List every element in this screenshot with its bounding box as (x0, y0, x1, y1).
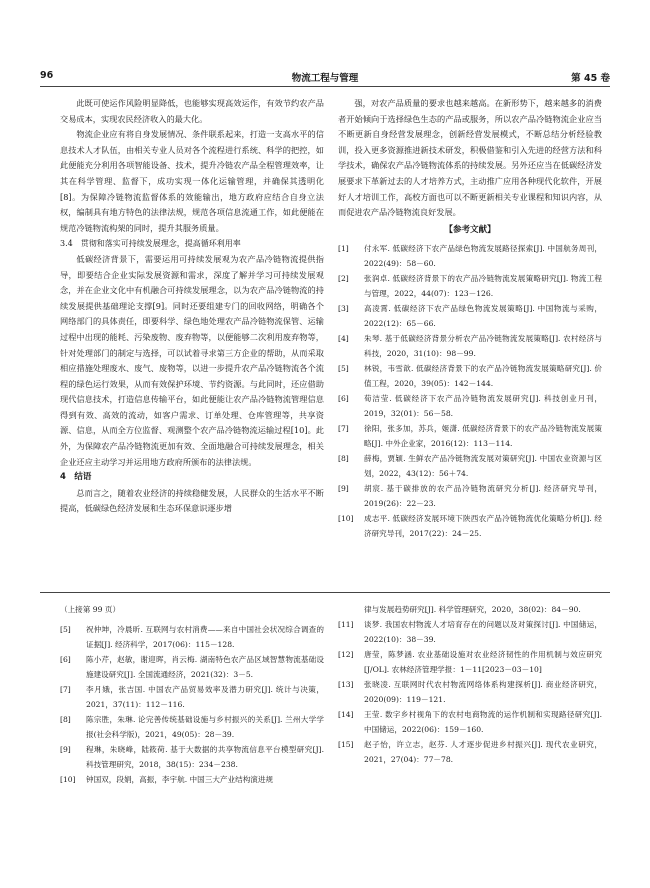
right-para-1: 强，对农产品质量的要求也越来越高。在新形势下，越来越多的消费者开始倾向于选择绿色生态的产品或服务，所以农产品冷链物流企业应当不断更新自身经营发展理念，创新经营发展模式，不断总结分析经验教训，投入更多资源推进新技术研发，积极借鉴和引入先进的经营方法和科学技术，确保农产品冷链物流体系的持续发展。另外还应当在低碳经济发展要求下革新过去的人才培养方式，主动推广应用各种现代化软件，开展好人才培训工作，高校方面也可以不断更新相关专业课程和知识内容，从而促进农产品冷链物流良好发展。 (338, 98, 602, 218)
reference-item: [4] 朱琴. 基于低碳经济背景分析农产品冷链物流发展策略[J]. 农村经济与科技，2020，31(10)：98－99. (338, 334, 602, 359)
left-para-4: 总而言之，随着农业经济的持续稳健发展，人民群众的生活水平不断提高，低碳绿色经济发展和生态环保意识逐步增 (60, 487, 324, 514)
reference-item: [9] 程琳，朱晓峰，陆筱荷. 基于大数据的共享物流信息平台模型研究[J]. 科技管理研究，2018，38(15)：234－238. (60, 745, 324, 769)
reference-item: 律与发展趋势研究[J]. 科学管理研究，2020，38(02)：84－90. (364, 605, 581, 614)
left-para-1: 此既可使运作风险明显降低，也能够实现高效运作，有效节约农产品交易成本，实现农民经济收入的最大化。 (60, 98, 324, 124)
header-rule (40, 86, 610, 87)
reference-item: [10] 成志平. 低碳经济发展环境下陕西农产品冷链物流优化策略分析[J]. 经济研究导刊，2017(22)：24－25. (338, 514, 602, 539)
section-heading-3-4: 3.4 贯彻和落实可持续发展理念，提高循环利用率 (60, 239, 241, 249)
reference-item: [7] 李月娥，张吉国. 中国农产品贸易效率及潜力研究[J]. 统计与决策，2021，37(11)：112－116. (60, 685, 324, 709)
bottom-right-references (338, 602, 602, 767)
reference-item: [10] 钟国双，段娟，高振，李宇航. 中国三大产业结构演进规 (60, 775, 274, 784)
bottom-left-column (60, 602, 324, 787)
reference-item: [15] 赵子怡，许立志，赵芬. 人才逐步促进乡村振兴[J]. 现代农业研究，2021，27(04)：77－78. (338, 740, 602, 764)
journal-title: 物流工程与管理 (291, 73, 359, 84)
reference-item: [5] 祝仲坤，冷晨昕. 互联网与农村消费——来自中国社会状况综合调查的证据[J]. 经济科学，2017(06)：115－128. (60, 625, 324, 649)
section-divider (40, 592, 610, 593)
left-para-2: 物流企业应有将自身发展情况、条件联系起来，打造一支高水平的信息技术人才队伍，由相关专业人员对各个流程进行系统、科学的把控，如此便能充分利用各项智能设备、技术，提升冷链农产品全程管理效率，让其在科学管理、监督下，成功实现一体化运输管理，并确保其透明化[8]。为保障冷链物流监督体系的效能输出，地方政府应结合自身立法权，编制具有地方特色的法律法规，规范各项信息流通工作，如此便能在规范冷链物流构架的同时，提升其服务质量。 (60, 129, 324, 233)
reference-item: [3] 高凌霄. 低碳经济下农产品绿色物流发展策略[J]. 中国物流与采购，2022(12)：65－66. (338, 304, 602, 329)
right-column (338, 96, 602, 541)
reference-item: [9] 胡宸. 基于碳排放的农产品冷链物流研究分析[J]. 经济研究导刊，2019(26)：22－23. (338, 484, 602, 509)
references-heading: 【参考文献】 (444, 224, 496, 235)
reference-item: [6] 陈小芹，赵敏，谢迎晖，肖云梅. 湖南特色农产品区域智慧物流基础设施建设研究[J]. 全国流通经济，2021(32)：3－5. (60, 655, 324, 679)
reference-item: [5] 林锐，韦雪歆. 低碳经济背景下的农产品冷链物流发展策略研究[J]. 价值工程，2020，39(05)：142－144. (338, 364, 602, 389)
reference-item: [8] 陈宗胜，朱琳. 论完善传统基础设施与乡村振兴的关系[J]. 兰州大学学报(社会科学版)，2021，49(05)：28－39. (60, 715, 324, 739)
reference-item: [8] 薛梅，贾颖. 生鲜农产品冷链物流发展对策研究[J]. 中国农业资源与区划，2022，43(12)：56＋74. (338, 454, 602, 479)
bottom-left-references (60, 622, 324, 787)
bottom-right-column (338, 602, 602, 767)
reference-item: [13] 张晓凌. 互联网时代农村物流网络体系构建探析[J]. 商业经济研究，2020(09)：119－121. (338, 680, 602, 704)
reference-item: [1] 付永军. 低碳经济下农产品绿色物流发展路径探索[J]. 中国航务周刊，2022(49)：58－60. (338, 244, 602, 269)
page-header (40, 70, 610, 86)
volume-label: 第 45 卷 (571, 73, 610, 84)
reference-item: [12] 唐莹，陈梦涵. 农业基础设施对农业经济韧性的作用机制与效应研究[J/OL]. 农林经济管理学报：1－11[2023－03－10] (338, 650, 602, 674)
reference-item: [7] 徐阳，张多加，苏兵，姬潇. 低碳经济背景下的农产品冷链物流发展策略[J]. 中外企业家，2016(12)：113－114. (338, 424, 602, 449)
reference-item: [14] 王莹. 数字乡村视角下的农村电商物流的运作机制和实现路径研究[J]. 中国储运，2022(06)：159－160. (338, 710, 602, 734)
reference-item: [11] 谈梦. 我国农村物流人才培育存在的问题以及对策探讨[J]. 中国储运，2022(10)：38－39. (338, 620, 602, 644)
left-column (60, 96, 324, 517)
reference-item: [2] 张润卓. 低碳经济背景下的农产品冷链物流发展策略研究[J]. 物流工程与管理，2022，44(07)：123－126. (338, 274, 602, 299)
left-para-3: 低碳经济背景下，需要运用可持续发展观为农产品冷链物流提供指导，即要结合企业实际发展资源和需求，深度了解并学习可持续发展观念，并在企业文化中有机融合可持续发展理念，以为农产品冷链物流的持续发展提供基础理论支撑[9]。同时还要组建专门的回收网络，明确各个网络部门的具体责任，即要科学、绿色地处理农产品冷链物流保管、运输过程中出现的能耗、污染废物、废弃物等，以便能够二次利用废弃物等，针对处理部门的制定与选择，可以试着寻求第三方企业的帮助，从而采取相应措施处理废水、废气、废物等，以进一步提升农产品冷链物流各个流程的绿色运行效果，从而有效保护环境、节约资源。与此同时，还应借助现代信息技术，打造信息传输平台，如此便能让农产品冷链物流管理信息得到有效、高效的流动，如客户需求、订单处理、仓库管理等，共享资源、信息，从而全方位监督、观测整个农产品冷链物流运输过程[10]。此外，为保障农产品冷链物流更加有效、全面地融合可持续发展理念，相关企业还应主动学习并运用地方政府所颁布的法律法规。 (60, 253, 324, 467)
section-heading-4: 4 结语 (60, 472, 92, 483)
continued-note: （上接第 99 页） (60, 605, 121, 614)
reference-item: [6] 荀洁莹. 低碳经济下农产品冷链物流发展研究[J]. 科技创业月刊，2019，32(01)：56－58. (338, 394, 602, 419)
references-list (338, 241, 602, 541)
page-number: 96 (40, 70, 54, 81)
